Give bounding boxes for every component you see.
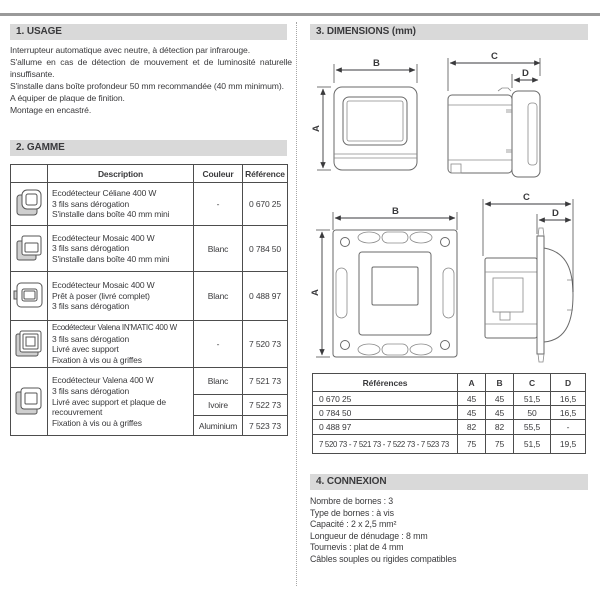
section-title-dimensions-label: 3. DIMENSIONS (mm) — [316, 26, 416, 37]
product-reference: 0 784 50 — [243, 226, 288, 272]
references-header-row — [313, 374, 586, 392]
product-description-line: S'installe dans boîte 40 mm mini — [52, 209, 170, 220]
dim-b2 — [333, 206, 457, 230]
section-title-connexion — [310, 474, 588, 490]
product-description-line: Ecodétecteur Mosaic 400 W — [52, 280, 155, 291]
mosaic-detector-icon — [13, 231, 45, 265]
dim-label-d2: D — [552, 208, 559, 219]
section-title-usage-label: 1. USAGE — [16, 26, 62, 37]
dim-d2 — [537, 208, 571, 234]
dim-label-a2: A — [310, 289, 321, 296]
connexion-paragraphs — [310, 496, 588, 566]
section-title-usage — [10, 24, 287, 40]
dim-label-b1: B — [373, 58, 380, 69]
usage-line: S'allume en cas de détection de mouvement et de luminosité naturelle insuffisante. — [10, 57, 292, 79]
column-divider — [296, 22, 297, 586]
gamme-header-couleur: Couleur — [194, 165, 243, 183]
gamme-row-celiane — [11, 183, 288, 226]
product-description-line: Prêt à poser (livré complet) — [52, 290, 150, 301]
dim-a2 — [310, 230, 330, 357]
dimension-drawing-product — [310, 50, 588, 186]
connexion-line: Câbles souples ou rigides compatibles — [310, 553, 457, 564]
gamme-header-reference: Référence — [243, 165, 288, 183]
product-thumbnail-mosaic — [11, 226, 48, 272]
product-reference: 7 523 73 — [243, 416, 288, 436]
product-reference: 7 522 73 — [243, 395, 288, 416]
references-row — [313, 435, 586, 454]
usage-line: S'installe dans boîte profondeur 50 mm recommandée (40 mm minimum). — [10, 81, 284, 91]
dim-a-cell: 45 — [458, 392, 486, 406]
dimension-drawing-mechanism — [310, 192, 588, 370]
gamme-header-description: Description — [48, 165, 194, 183]
product-description-line: Livré avec support et plaque de recouvrement — [52, 396, 166, 418]
reference-cell: 0 784 50 — [313, 406, 458, 420]
dim-d-cell: 16,5 — [551, 406, 586, 420]
dim-d-cell: - — [551, 420, 586, 435]
connexion-line: Type de bornes : à vis — [310, 507, 394, 518]
dim-a-cell: 75 — [458, 435, 486, 454]
connexion-line: Longueur de dénudage : 8 mm — [310, 530, 428, 541]
dim-b-cell: 45 — [486, 392, 514, 406]
product-reference: 0 488 97 — [243, 272, 288, 321]
product-description-line: Fixation à vis ou à griffes — [52, 354, 142, 365]
dim-c2 — [483, 192, 573, 292]
usage-paragraphs — [10, 44, 292, 116]
dim-label-c1: C — [491, 51, 498, 62]
product-thumbnail-celiane — [11, 183, 48, 226]
dim-label-a1: A — [311, 125, 322, 132]
dim-label-d1: D — [522, 68, 529, 79]
product-couleur: Blanc — [194, 272, 243, 321]
side-view-mechanism — [485, 228, 573, 362]
product-description-line: Ecodétecteur Valena IN'MATIC 400 W — [52, 323, 177, 332]
reference-cell: 7 520 73 - 7 521 73 - 7 522 73 - 7 523 73 — [313, 435, 458, 454]
dim-a-cell: 82 — [458, 420, 486, 435]
references-row — [313, 392, 586, 406]
dim-b-cell: 75 — [486, 435, 514, 454]
valena-inmatic-detector-icon — [12, 326, 46, 360]
dim-b-cell: 45 — [486, 406, 514, 420]
gamme-row-mosaic — [11, 226, 288, 272]
dim-a1 — [311, 87, 331, 170]
dim-label-c2: C — [523, 192, 530, 203]
side-view-finished-product — [448, 88, 540, 177]
celiane-detector-icon — [13, 186, 45, 220]
product-description-line: 3 fils sans dérogation — [52, 333, 130, 344]
product-couleur: Blanc — [194, 226, 243, 272]
gamme-table — [10, 164, 288, 436]
product-couleur: Blanc — [194, 368, 243, 395]
product-description-line: 3 fils sans dérogation — [52, 301, 130, 312]
front-view-mechanism — [333, 230, 457, 357]
gamme-header-image — [11, 165, 48, 183]
references-table — [312, 373, 586, 454]
dim-c-cell: 55,5 — [514, 420, 551, 435]
reference-cell: 0 488 97 — [313, 420, 458, 435]
dim-d-cell: 16,5 — [551, 392, 586, 406]
product-couleur: - — [194, 183, 243, 226]
product-description-line: Livré avec support — [52, 344, 119, 355]
product-description-line: S'installe dans boîte 40 mm mini — [52, 253, 170, 264]
usage-line: Montage en encastré. — [10, 105, 92, 115]
dim-c-cell: 51,5 — [514, 392, 551, 406]
section-title-connexion-label: 4. CONNEXION — [316, 476, 387, 487]
product-thumbnail-valena — [11, 368, 48, 436]
product-couleur: Ivoire — [194, 395, 243, 416]
product-reference: 0 670 25 — [243, 183, 288, 226]
dim-d1 — [512, 68, 538, 88]
dim-b-header: B — [486, 374, 514, 392]
product-description-line: Fixation à vis ou à griffes — [52, 417, 142, 428]
references-row — [313, 406, 586, 420]
product-description-line: Ecodétecteur Céliane 400 W — [52, 188, 157, 199]
section-title-gamme-label: 2. GAMME — [16, 142, 65, 153]
dim-a-header: A — [458, 374, 486, 392]
connexion-line: Tournevis : plat de 4 mm — [310, 542, 404, 553]
connexion-line: Nombre de bornes : 3 — [310, 496, 394, 506]
section-title-gamme — [10, 140, 287, 156]
dim-c-header: C — [514, 374, 551, 392]
product-couleur: - — [194, 321, 243, 368]
dim-c-cell: 50 — [514, 406, 551, 420]
gamme-row-valena-variant-blanc — [11, 368, 288, 395]
usage-line: Interrupteur automatique avec neutre, à détection par infrarouge. — [10, 45, 251, 55]
reference-cell: 0 670 25 — [313, 392, 458, 406]
product-thumbnail-mosaic-complete — [11, 272, 48, 321]
gamme-row-mosaic-complete — [11, 272, 288, 321]
gamme-header-row — [11, 165, 288, 183]
mosaic-complete-detector-icon — [12, 278, 46, 312]
product-description-line: 3 fils sans dérogation — [52, 198, 130, 209]
dim-d-cell: 19,5 — [551, 435, 586, 454]
dim-a-cell: 45 — [458, 406, 486, 420]
gamme-row-valena-inmatic — [11, 321, 288, 368]
dim-b-cell: 82 — [486, 420, 514, 435]
dim-c-cell: 51,5 — [514, 435, 551, 454]
valena-detector-icon — [12, 383, 46, 419]
product-description-line: Ecodétecteur Mosaic 400 W — [52, 232, 155, 243]
product-reference: 7 521 73 — [243, 368, 288, 395]
product-description-line: 3 fils sans dérogation — [52, 385, 130, 396]
product-reference: 7 520 73 — [243, 321, 288, 368]
product-couleur: Aluminium — [194, 416, 243, 436]
references-row — [313, 420, 586, 435]
connexion-line: Capacité : 2 x 2,5 mm² — [310, 519, 397, 530]
product-description-line: Ecodétecteur Valena 400 W — [52, 375, 154, 386]
section-title-dimensions — [310, 24, 588, 40]
product-description-line: 3 fils sans dérogation — [52, 243, 130, 254]
dim-d-header: D — [551, 374, 586, 392]
product-thumbnail-valena-inmatic — [11, 321, 48, 368]
references-header: Références — [313, 374, 458, 392]
top-rule — [0, 13, 600, 16]
usage-line: A équiper de plaque de finition. — [10, 93, 125, 103]
front-view-finished-product — [334, 87, 417, 170]
dim-label-b2: B — [392, 206, 399, 217]
dim-b1 — [334, 58, 417, 83]
